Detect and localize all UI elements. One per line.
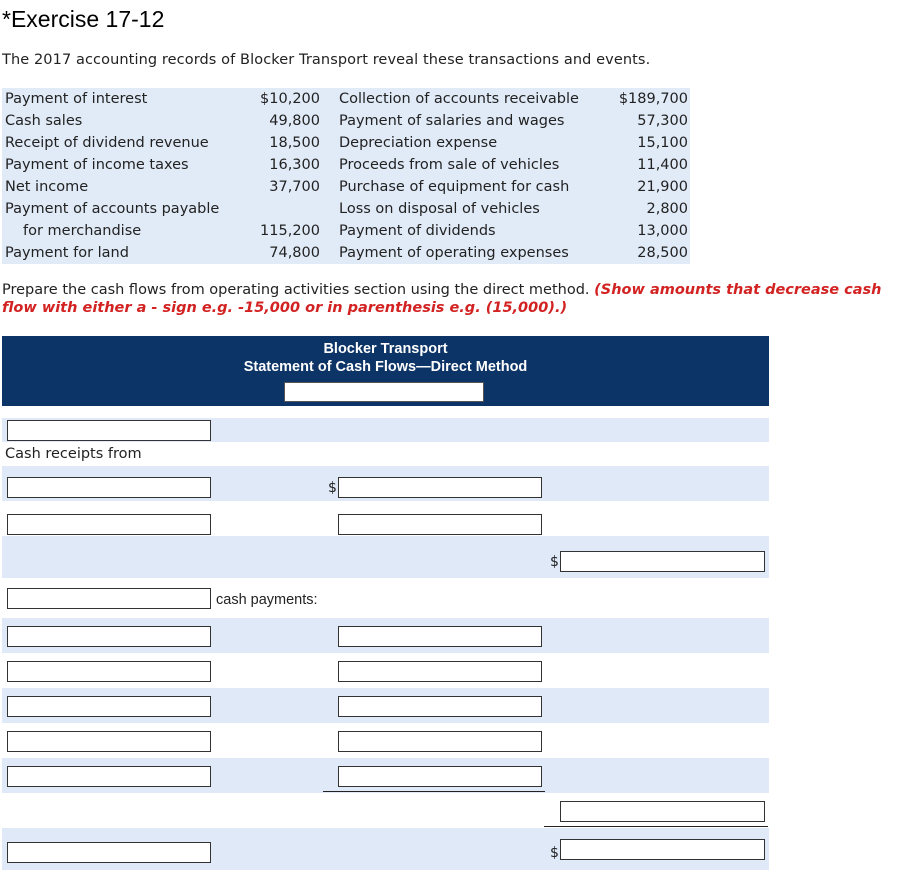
payment-5-label-input[interactable]	[7, 766, 211, 787]
payment-1-amount-input[interactable]	[338, 626, 542, 647]
statement-form	[2, 336, 769, 876]
right-label: Purchase of equipment for cash	[339, 179, 570, 195]
net-cash-amount-input[interactable]	[560, 839, 765, 860]
table-row	[2, 154, 690, 176]
left-label: Receipt of dividend revenue	[5, 135, 209, 151]
cash-payments-label-input[interactable]	[7, 588, 211, 609]
right-label: Collection of accounts receivable	[339, 91, 579, 107]
left-label: Payment of accounts payable	[5, 201, 220, 217]
payment-1-label-input[interactable]	[7, 626, 211, 647]
instructions-main: Prepare the cash flows from operating activities section using the direct method.	[2, 282, 590, 298]
dollar-sign: $	[550, 554, 559, 570]
intro-text: The 2017 accounting records of Blocker Transport reveal these transactions and events.	[2, 52, 651, 68]
row-payment-5	[2, 758, 769, 793]
row-cash-receipts	[2, 442, 769, 466]
payment-2-label-input[interactable]	[7, 661, 211, 682]
table-row	[2, 132, 690, 154]
underline	[544, 826, 768, 827]
cash-payments-label: cash payments:	[216, 592, 318, 608]
instructions	[2, 281, 914, 317]
payment-5-amount-input[interactable]	[338, 766, 542, 787]
left-label: Payment of interest	[5, 91, 148, 107]
right-value: 11,400	[637, 157, 688, 173]
cash-receipts-label: Cash receipts from	[5, 446, 142, 462]
statement-period-input[interactable]	[284, 382, 484, 402]
instructions-emphasis: (Show amounts that decrease cash flow with either a - sign e.g. -15,000 or in parenthesis e.g. (15,000).)	[2, 282, 882, 316]
left-label: Payment for land	[5, 245, 129, 261]
left-value: 37,700	[269, 179, 320, 195]
total-receipts-input[interactable]	[560, 551, 765, 572]
section-heading-input[interactable]	[7, 420, 211, 441]
right-label: Payment of dividends	[339, 223, 496, 239]
net-cash-label-input[interactable]	[7, 842, 211, 863]
dollar-sign: $	[550, 845, 559, 861]
receipt-1-label-input[interactable]	[7, 477, 211, 498]
right-value: 15,100	[637, 135, 688, 151]
right-value: 2,800	[646, 201, 688, 217]
row-total-payments	[2, 793, 769, 828]
right-label: Payment of operating expenses	[339, 245, 569, 261]
left-value: 49,800	[269, 113, 320, 129]
row-payment-2	[2, 653, 769, 688]
right-label: Depreciation expense	[339, 135, 498, 151]
row-payment-1	[2, 618, 769, 653]
table-row	[2, 88, 690, 110]
left-label: Net income	[5, 179, 89, 195]
row-receipt-2	[2, 501, 769, 536]
row-heading	[2, 418, 769, 442]
row-payment-4	[2, 723, 769, 758]
right-value: $189,700	[618, 91, 688, 107]
table-row	[2, 242, 690, 264]
payment-2-amount-input[interactable]	[338, 661, 542, 682]
total-payments-input[interactable]	[560, 801, 765, 822]
table-row	[2, 110, 690, 132]
transactions-table	[2, 88, 690, 264]
row-total-receipts	[2, 536, 769, 578]
left-label: Payment of income taxes	[5, 157, 189, 173]
table-row	[2, 176, 690, 198]
left-value: 18,500	[269, 135, 320, 151]
left-value: $10,200	[260, 91, 320, 107]
table-row	[2, 220, 690, 242]
company-name: Blocker Transport	[323, 341, 448, 357]
exercise-title: *Exercise 17-12	[2, 6, 165, 32]
left-value: 74,800	[269, 245, 320, 261]
left-value: 16,300	[269, 157, 320, 173]
underline	[323, 791, 545, 792]
spacer	[2, 406, 769, 418]
payment-4-label-input[interactable]	[7, 731, 211, 752]
table-row	[2, 198, 690, 220]
receipt-2-amount-input[interactable]	[338, 514, 542, 535]
statement-header	[2, 336, 769, 406]
payment-3-amount-input[interactable]	[338, 696, 542, 717]
row-payment-3	[2, 688, 769, 723]
row-net-cash	[2, 828, 769, 870]
right-value: 13,000	[637, 223, 688, 239]
right-value: 21,900	[637, 179, 688, 195]
dollar-sign: $	[328, 480, 337, 496]
row-receipt-1	[2, 466, 769, 501]
right-label: Loss on disposal of vehicles	[339, 201, 540, 217]
row-cash-payments	[2, 578, 769, 618]
left-label: for merchandise	[23, 223, 142, 239]
receipt-1-amount-input[interactable]	[338, 477, 542, 498]
receipt-2-label-input[interactable]	[7, 514, 211, 535]
payment-3-label-input[interactable]	[7, 696, 211, 717]
right-label: Proceeds from sale of vehicles	[339, 157, 560, 173]
payment-4-amount-input[interactable]	[338, 731, 542, 752]
right-value: 28,500	[637, 245, 688, 261]
right-value: 57,300	[637, 113, 688, 129]
right-label: Payment of salaries and wages	[339, 113, 565, 129]
statement-title: Statement of Cash Flows—Direct Method	[243, 359, 528, 375]
left-label: Cash sales	[5, 113, 83, 129]
left-value: 115,200	[260, 223, 320, 239]
